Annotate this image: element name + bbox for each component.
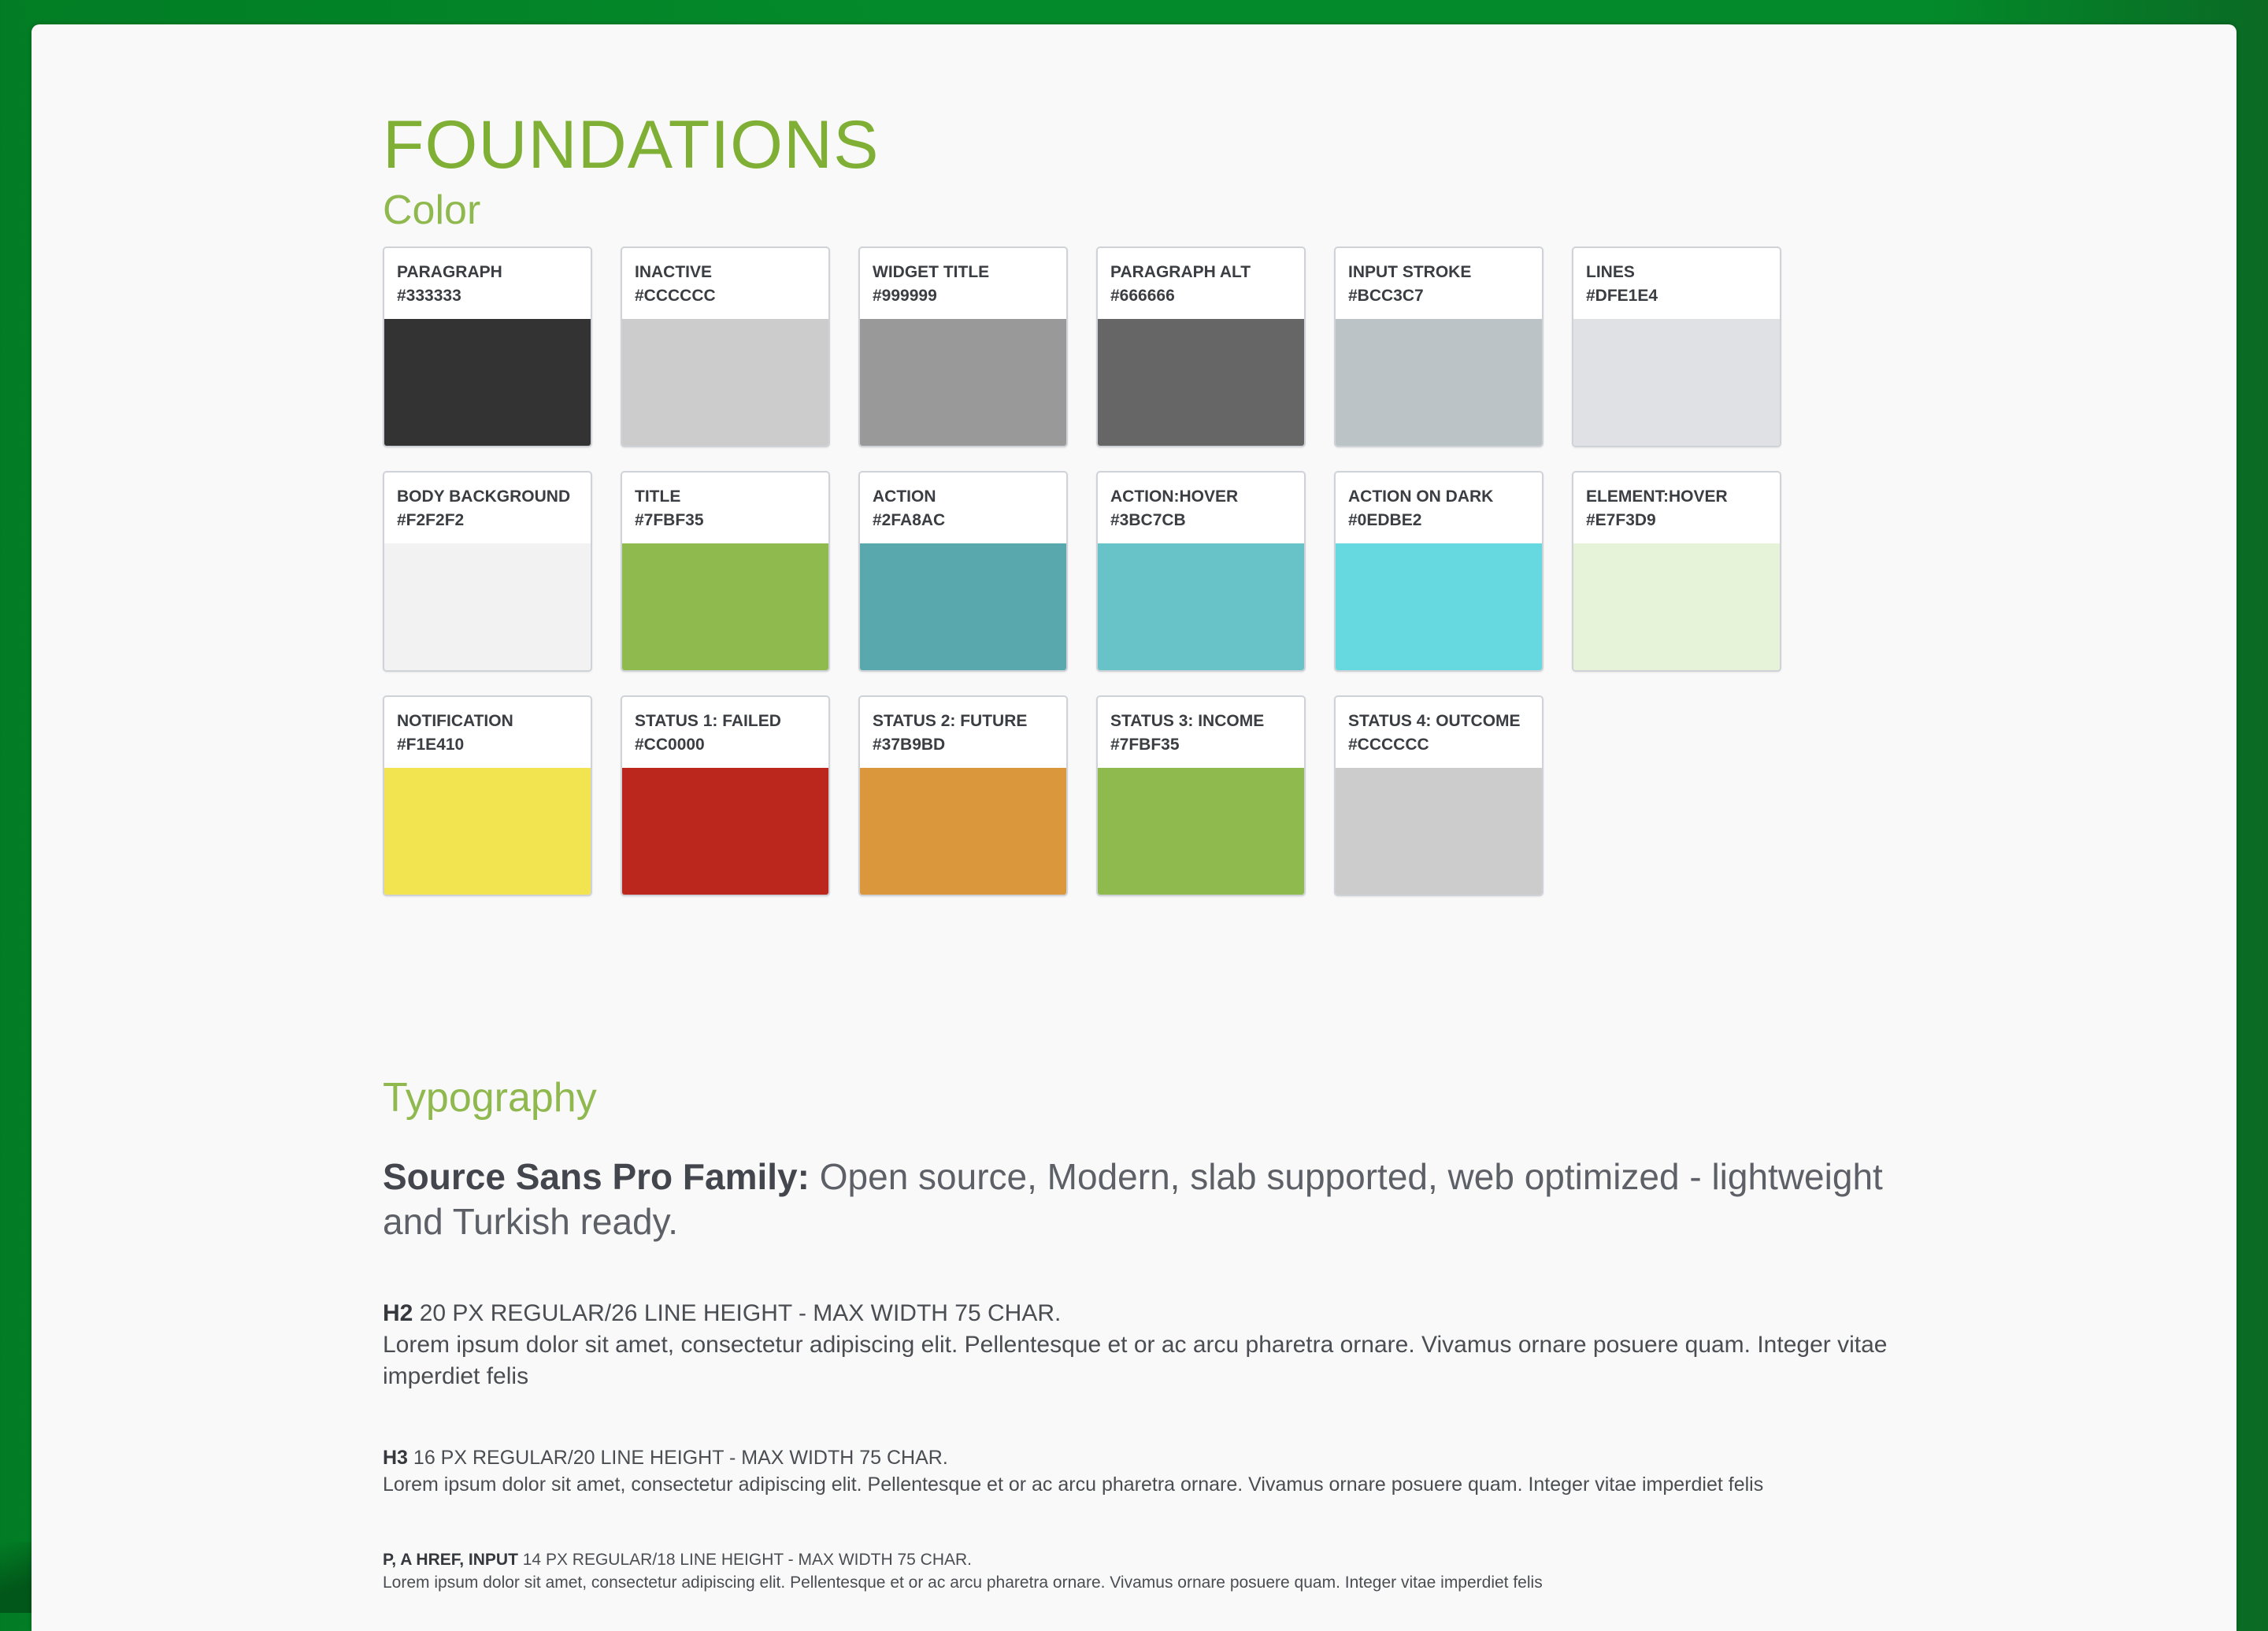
swatch-hex-code: #CC0000 <box>635 736 705 754</box>
font-family-description: Open source, Modern, slab supported, web optimized - lightweight and Turkish ready. <box>383 1156 1883 1242</box>
swatch-label <box>384 697 591 768</box>
swatch-label <box>1098 248 1304 319</box>
color-swatch <box>1096 247 1306 447</box>
type-spec-header <box>383 1444 1926 1471</box>
swatch-name: TITLE <box>635 487 681 506</box>
swatch-color-fill <box>622 543 828 670</box>
swatch-hex-code: #CCCCCC <box>1348 736 1429 754</box>
swatch-label <box>1336 248 1542 319</box>
color-section-title: Color <box>383 187 481 233</box>
swatch-color-fill <box>860 768 1066 895</box>
color-swatch <box>621 695 830 896</box>
swatch-name: STATUS 4: OUTCOME <box>1348 712 1521 730</box>
swatch-label <box>860 248 1066 319</box>
document-card <box>32 24 2236 1631</box>
swatch-name: STATUS 3: INCOME <box>1110 712 1265 730</box>
color-swatch-grid <box>383 247 1781 896</box>
type-spec-header <box>383 1548 1926 1571</box>
color-swatch <box>1334 471 1544 672</box>
color-swatch <box>1334 695 1544 896</box>
swatch-label <box>1336 697 1542 768</box>
swatch-label <box>622 473 828 543</box>
color-swatch <box>621 471 830 672</box>
type-spec-description: 14 PX REGULAR/18 LINE HEIGHT - MAX WIDTH 75 CHAR. <box>517 1551 973 1569</box>
type-spec-tag: H3 <box>383 1447 408 1469</box>
swatch-name: STATUS 1: FAILED <box>635 712 781 730</box>
swatch-name: ACTION ON DARK <box>1348 487 1494 506</box>
swatch-name: INPUT STROKE <box>1348 263 1472 281</box>
swatch-color-fill <box>1336 543 1542 670</box>
swatch-hex-code: #3BC7CB <box>1110 511 1186 529</box>
swatch-name: INACTIVE <box>635 263 713 281</box>
swatch-hex-code: #999999 <box>873 287 937 305</box>
swatch-hex-code: #0EDBE2 <box>1348 511 1422 529</box>
swatch-hex-code: #666666 <box>1110 287 1175 305</box>
swatch-color-fill <box>1573 543 1780 670</box>
swatch-name: ACTION:HOVER <box>1110 487 1239 506</box>
swatch-color-fill <box>622 768 828 895</box>
page-title: FOUNDATIONS <box>383 107 880 183</box>
swatch-color-fill <box>384 319 591 446</box>
type-spec-paragraph <box>383 1548 1926 1594</box>
color-swatch <box>1096 695 1306 896</box>
swatch-name: ACTION <box>873 487 936 506</box>
swatch-label <box>860 473 1066 543</box>
swatch-hex-code: #7FBF35 <box>1110 736 1180 754</box>
type-spec-sample: Lorem ipsum dolor sit amet, consectetur adipiscing elit. Pellentesque et or ac arcu pharetra ornare. Vivamus ornare posuere quam. Integer vitae imperdiet felis <box>383 1574 1543 1592</box>
swatch-color-fill <box>1336 319 1542 446</box>
swatch-hex-code: #37B9BD <box>873 736 946 754</box>
swatch-label <box>622 697 828 768</box>
swatch-color-fill <box>384 543 591 670</box>
swatch-hex-code: #F1E410 <box>397 736 465 754</box>
swatch-label <box>860 697 1066 768</box>
swatch-color-fill <box>1098 319 1304 446</box>
swatch-hex-code: #CCCCCC <box>635 287 716 305</box>
swatch-label <box>1573 248 1780 319</box>
swatch-label <box>1098 697 1304 768</box>
type-spec-tag: P, A HREF, INPUT <box>383 1551 518 1569</box>
color-swatch <box>1096 471 1306 672</box>
swatch-color-fill <box>1098 543 1304 670</box>
color-swatch <box>383 471 592 672</box>
swatch-hex-code: #E7F3D9 <box>1586 511 1656 529</box>
typography-intro <box>383 1155 1926 1244</box>
swatch-color-fill <box>384 768 591 895</box>
swatch-name: WIDGET TITLE <box>873 263 990 281</box>
type-spec-tag: H2 <box>383 1300 413 1326</box>
swatch-color-fill <box>860 319 1066 446</box>
swatch-hex-code: #DFE1E4 <box>1586 287 1658 305</box>
swatch-color-fill <box>622 319 828 446</box>
color-swatch <box>858 471 1068 672</box>
swatch-color-fill <box>1573 319 1780 446</box>
swatch-label <box>384 248 591 319</box>
color-swatch <box>858 695 1068 896</box>
type-spec-h3 <box>383 1444 1926 1498</box>
color-swatch <box>1572 471 1781 672</box>
type-spec-description: 16 PX REGULAR/20 LINE HEIGHT - MAX WIDTH 75 CHAR. <box>407 1447 948 1469</box>
color-swatch <box>1334 247 1544 447</box>
type-spec-header <box>383 1298 1926 1329</box>
swatch-name: PARAGRAPH <box>397 263 502 281</box>
font-family-name: Source Sans Pro Family: <box>383 1156 810 1197</box>
typography-section-title: Typography <box>383 1075 597 1121</box>
swatch-hex-code: #333333 <box>397 287 461 305</box>
swatch-color-fill <box>1098 768 1304 895</box>
swatch-color-fill <box>860 543 1066 670</box>
type-spec-sample: Lorem ipsum dolor sit amet, consectetur adipiscing elit. Pellentesque et or ac arcu pharetra ornare. Vivamus ornare posuere quam. Integer vitae imperdiet felis <box>383 1473 1764 1496</box>
swatch-name: STATUS 2: FUTURE <box>873 712 1028 730</box>
swatch-name: PARAGRAPH ALT <box>1110 263 1251 281</box>
swatch-name: LINES <box>1586 263 1635 281</box>
swatch-name: BODY BACKGROUND <box>397 487 571 506</box>
swatch-label <box>1336 473 1542 543</box>
swatch-hex-code: #F2F2F2 <box>397 511 465 529</box>
swatch-hex-code: #7FBF35 <box>635 511 704 529</box>
color-swatch <box>383 247 592 447</box>
color-swatch <box>858 247 1068 447</box>
swatch-hex-code: #2FA8AC <box>873 511 946 529</box>
swatch-color-fill <box>1336 768 1542 895</box>
color-swatch <box>1572 247 1781 447</box>
color-swatch <box>621 247 830 447</box>
swatch-hex-code: #BCC3C7 <box>1348 287 1424 305</box>
type-spec-h2 <box>383 1298 1926 1392</box>
swatch-label <box>1573 473 1780 543</box>
type-spec-sample: Lorem ipsum dolor sit amet, consectetur adipiscing elit. Pellentesque et or ac arcu pharetra ornare. Vivamus ornare posuere quam. Integer vitae imperdiet felis <box>383 1332 1888 1389</box>
swatch-label <box>622 248 828 319</box>
swatch-name: NOTIFICATION <box>397 712 513 730</box>
swatch-label <box>384 473 591 543</box>
color-swatch <box>383 695 592 896</box>
type-spec-description: 20 PX REGULAR/26 LINE HEIGHT - MAX WIDTH 75 CHAR. <box>413 1300 1062 1326</box>
swatch-name: ELEMENT:HOVER <box>1586 487 1728 506</box>
swatch-label <box>1098 473 1304 543</box>
